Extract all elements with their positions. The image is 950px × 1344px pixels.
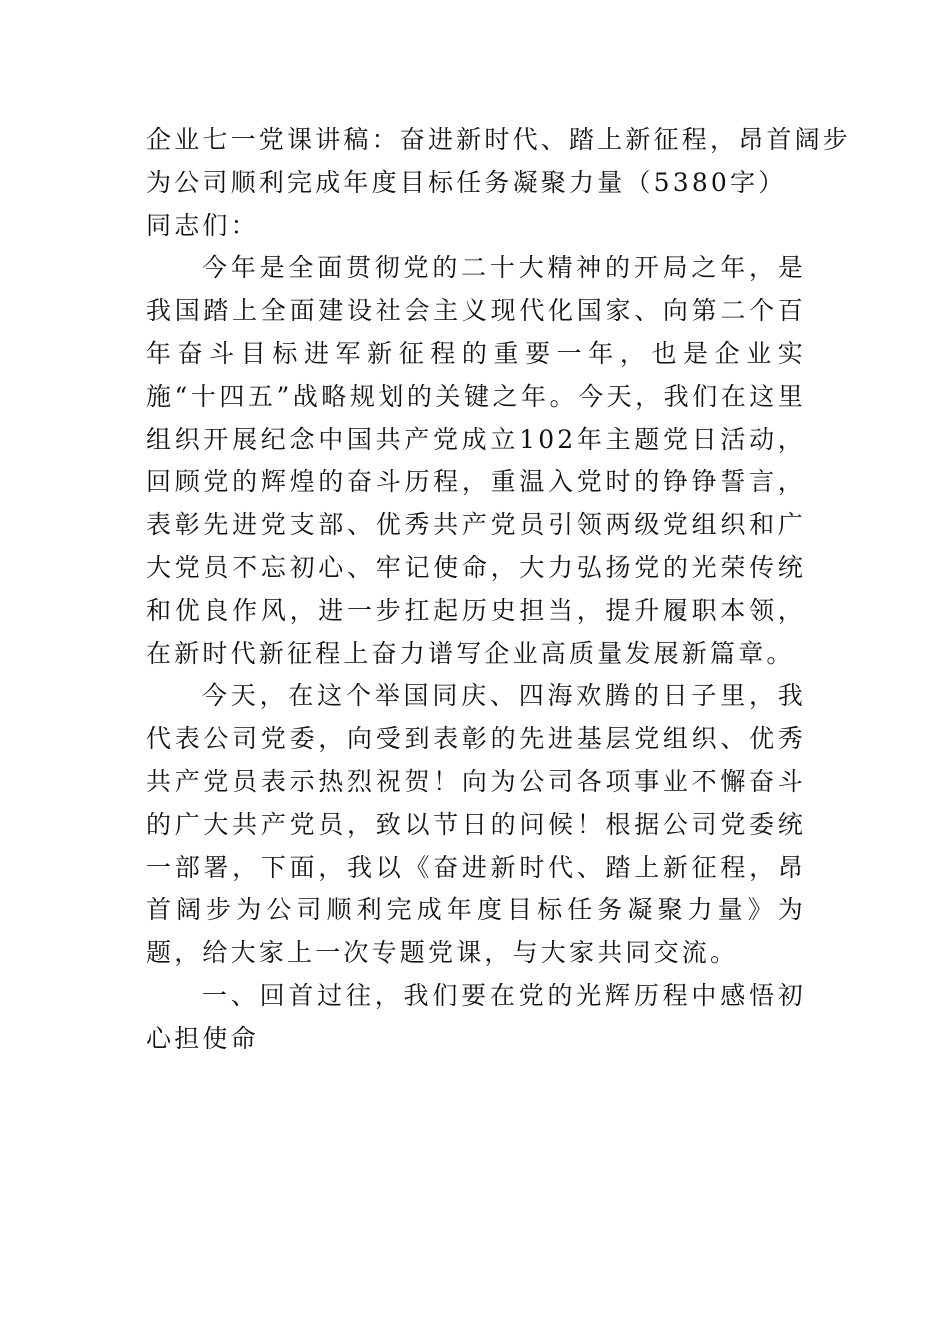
paragraph-intro: 今年是全面贯彻党的二十大精神的开局之年，是我国踏上全面建设社会主义现代化国家、向第二个百年奋斗目标进军新征程的重要一年，也是企业实施“十四五”战略规划的关键之年。今天，我们在这里组织开展纪念中国共产党成立102年主题党日活动，回顾党的辉煌的奋斗历程，重温入党时的铮铮誓言，表彰先进党支部、优秀共产党员引领两级党组织和广大党员不忘初心、牢记使命，大力弘扬党的光荣传统和优良作风，进一步扛起历史担当，提升履职本领，在新时代新征程上奋力谱写企业高质量发展新篇章。 <box>146 253 806 668</box>
section-heading-1: 一、回首过往，我们要在党的光辉历程中感悟初心担使命 <box>146 980 806 1053</box>
document-body <box>146 119 852 1061</box>
document-title-line-2: 为公司顺利完成年度目标任务凝聚力量（5380字） <box>146 167 787 197</box>
document-title-line-1: 企业七一党课讲稿：奋进新时代、踏上新征程，昂首阔步 <box>146 125 852 154</box>
paragraph-greetings: 今天，在这个举国同庆、四海欢腾的日子里，我代表公司党委，向受到表彰的先进基层党组织、优秀共产党员表示热烈祝贺！向为公司各项事业不懈奋斗的广大共产党员，致以节日的问候！根据公司党委统一部署，下面，我以《奋进新时代、踏上新征程，昂首阔步为公司顺利完成年度目标任务凝聚力量》为题，给大家上一次专题党课，与大家共同交流。 <box>146 681 806 968</box>
salutation: 同志们： <box>146 210 259 240</box>
